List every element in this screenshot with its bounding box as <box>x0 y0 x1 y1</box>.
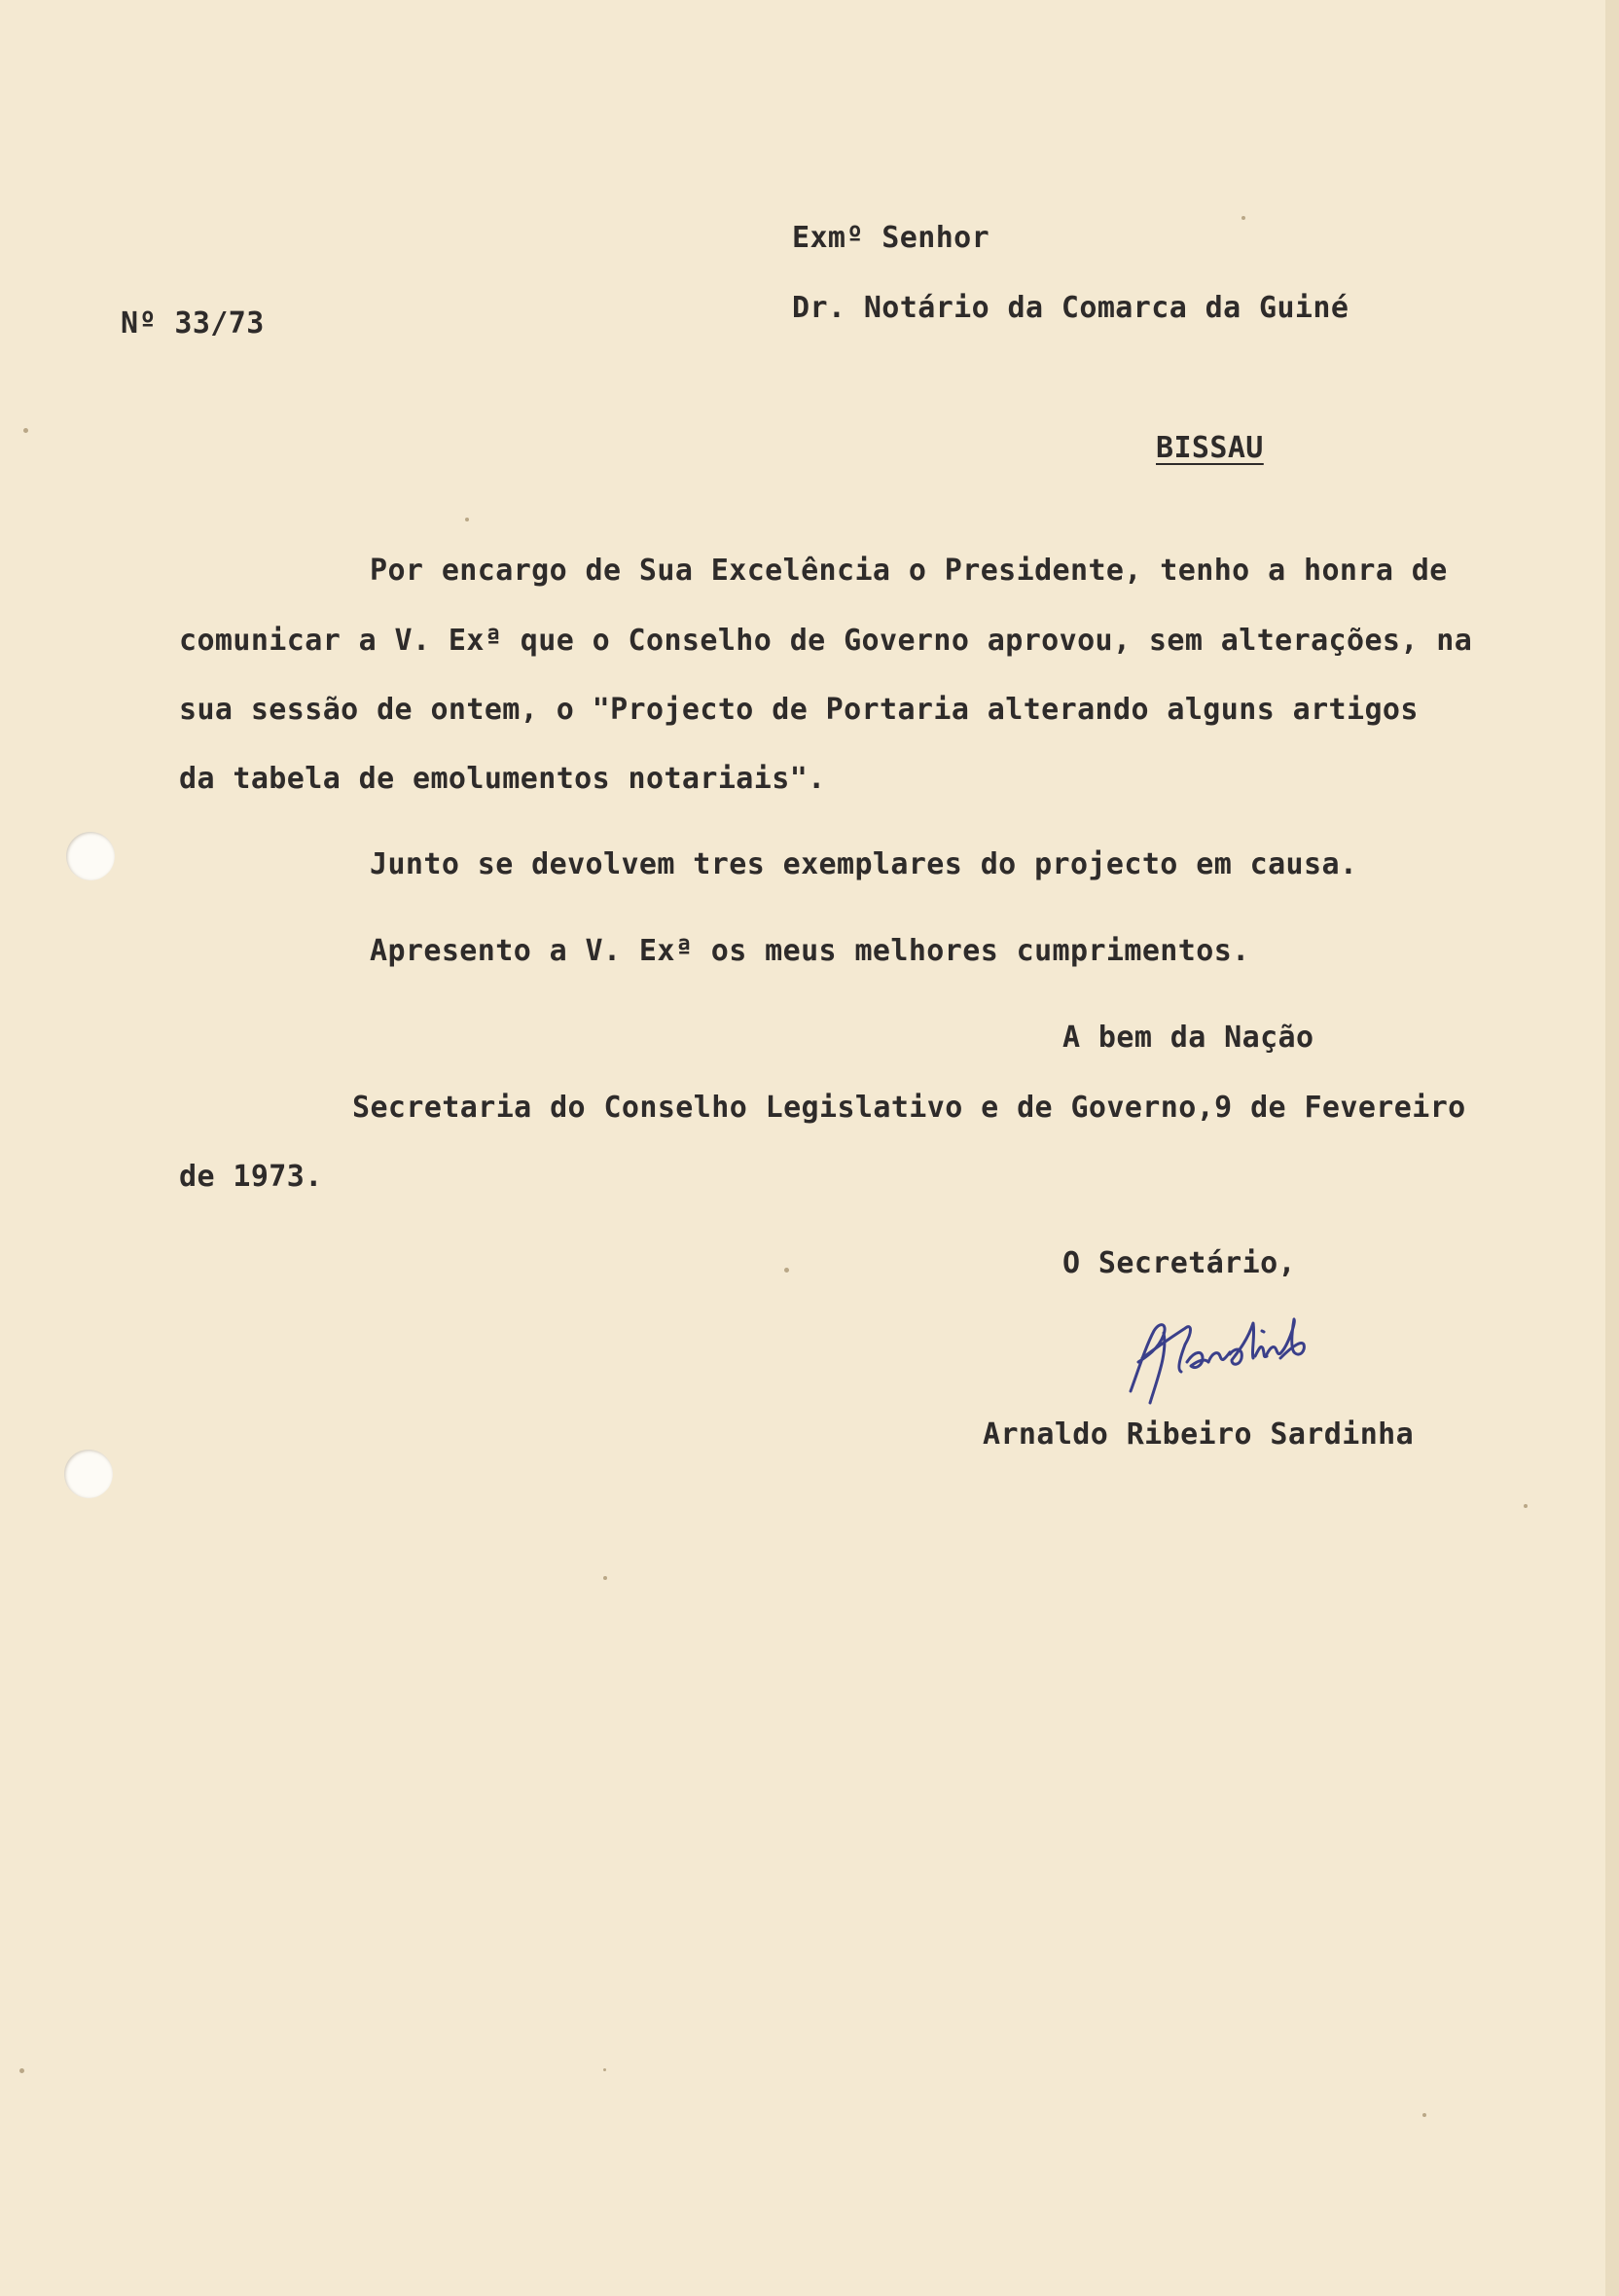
body-paragraph-1-line-4: da tabela de emolumentos notariais". <box>179 762 826 796</box>
place-date-line-1: Secretaria do Conselho Legislativo e de Governo,9 de Fevereiro <box>352 1091 1466 1125</box>
signer-title: O Secretário, <box>1062 1246 1296 1280</box>
paper-speck <box>784 1268 789 1273</box>
paper-speck <box>1524 1504 1528 1508</box>
body-paragraph-1-line-3: sua sessão de ontem, o "Projecto de Portaria alterando alguns artigos <box>179 693 1419 727</box>
page-edge <box>1605 0 1619 2296</box>
addressee: Dr. Notário da Comarca da Guiné <box>792 291 1349 325</box>
body-paragraph-2: Junto se devolvem tres exemplares do projecto em causa. <box>370 847 1358 881</box>
place-date-line-2: de 1973. <box>179 1160 323 1194</box>
paper-speck <box>1241 216 1245 220</box>
signer-name: Arnaldo Ribeiro Sardinha <box>983 1417 1415 1452</box>
punch-hole-bottom <box>64 1450 113 1498</box>
body-paragraph-3: Apresento a V. Exª os meus melhores cumprimentos. <box>370 934 1250 968</box>
body-paragraph-1-line-2: comunicar a V. Exª que o Conselho de Governo aprovou, sem alterações, na <box>179 624 1473 658</box>
salutation: Exmº Senhor <box>792 221 990 255</box>
closing: A bem da Nação <box>1062 1021 1314 1055</box>
paper-speck <box>603 1576 607 1580</box>
body-paragraph-1-line-1: Por encargo de Sua Excelência o Presidente, tenho a honra de <box>370 554 1448 588</box>
paper-speck <box>1422 2113 1426 2117</box>
reference-number: Nº 33/73 <box>121 306 265 341</box>
punch-hole-top <box>66 832 115 880</box>
paper-speck <box>603 2068 606 2071</box>
paper-speck <box>465 518 469 521</box>
paper-speck <box>19 2068 24 2073</box>
city: BISSAU <box>1156 431 1264 465</box>
handwritten-signature <box>1109 1302 1323 1418</box>
paper-speck <box>23 428 28 433</box>
